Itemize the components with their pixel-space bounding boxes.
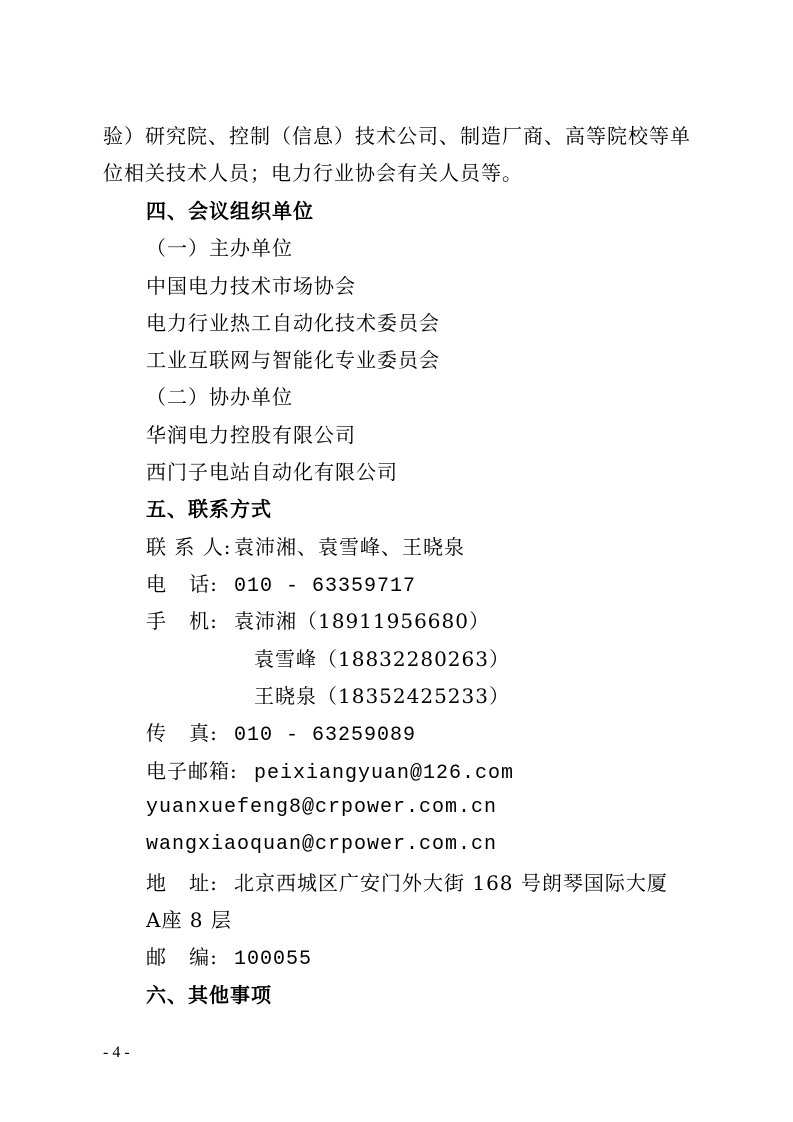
phone-row — [146, 572, 416, 599]
host-item: 电力行业热工自动化技术委员会 — [146, 311, 440, 335]
mobile-label: 手 机: — [146, 609, 218, 633]
intro-line-1: 验）研究院、控制（信息）技术公司、制造厂商、高等院校等单 — [103, 124, 691, 148]
contact-label: 联 系 人: — [146, 535, 232, 559]
contact-row — [146, 535, 465, 559]
section-4-heading: 四、会议组织单位 — [146, 199, 314, 223]
email-link[interactable]: wangxiaoquan@crpower.com.cn — [146, 833, 498, 856]
postcode-value: 100055 — [234, 948, 313, 971]
page-number: - 4 - — [103, 1044, 130, 1061]
phone-label: 电 话: — [146, 572, 218, 596]
co-host-item: 西门子电站自动化有限公司 — [146, 460, 398, 484]
co-host-item: 华润电力控股有限公司 — [146, 423, 356, 447]
mobile-value: 袁雪峰（18832280263） — [254, 647, 510, 671]
fax-value: 010 - 63259089 — [234, 724, 417, 747]
contact-value: 袁沛湘、袁雪峰、王晓泉 — [234, 535, 465, 559]
address-value: 北京西城区广安门外大街 168 号朗琴国际大厦 — [234, 871, 668, 895]
email-link[interactable]: yuanxuefeng8@crpower.com.cn — [146, 796, 498, 819]
section-5-heading: 五、联系方式 — [146, 497, 272, 521]
co-organizer-subheading: （二）协办单位 — [146, 385, 293, 409]
postcode-label: 邮 编: — [146, 945, 218, 969]
phone-value: 010 - 63359717 — [234, 575, 417, 598]
fax-label: 传 真: — [146, 721, 218, 745]
email-label: 电子邮箱: — [146, 759, 238, 783]
intro-line-2: 位相关技术人员；电力行业协会有关人员等。 — [103, 161, 523, 185]
mobile-row — [146, 609, 490, 633]
mobile-value: 袁沛湘（18911956680） — [234, 609, 490, 633]
email-link[interactable]: peixiangyuan@126.com — [254, 762, 515, 785]
host-item: 中国电力技术市场协会 — [146, 274, 356, 298]
email-row — [146, 759, 514, 786]
postcode-row — [146, 945, 312, 972]
mobile-value: 王晓泉（18352425233） — [254, 684, 510, 708]
host-item: 工业互联网与智能化专业委员会 — [146, 348, 440, 372]
address-label: 地 址: — [146, 871, 218, 895]
organizer-subheading: （一）主办单位 — [146, 236, 293, 260]
address-row — [146, 871, 668, 895]
address-continuation: A座 8 层 — [146, 908, 232, 932]
fax-row — [146, 721, 416, 748]
section-6-heading: 六、其他事项 — [146, 983, 272, 1007]
